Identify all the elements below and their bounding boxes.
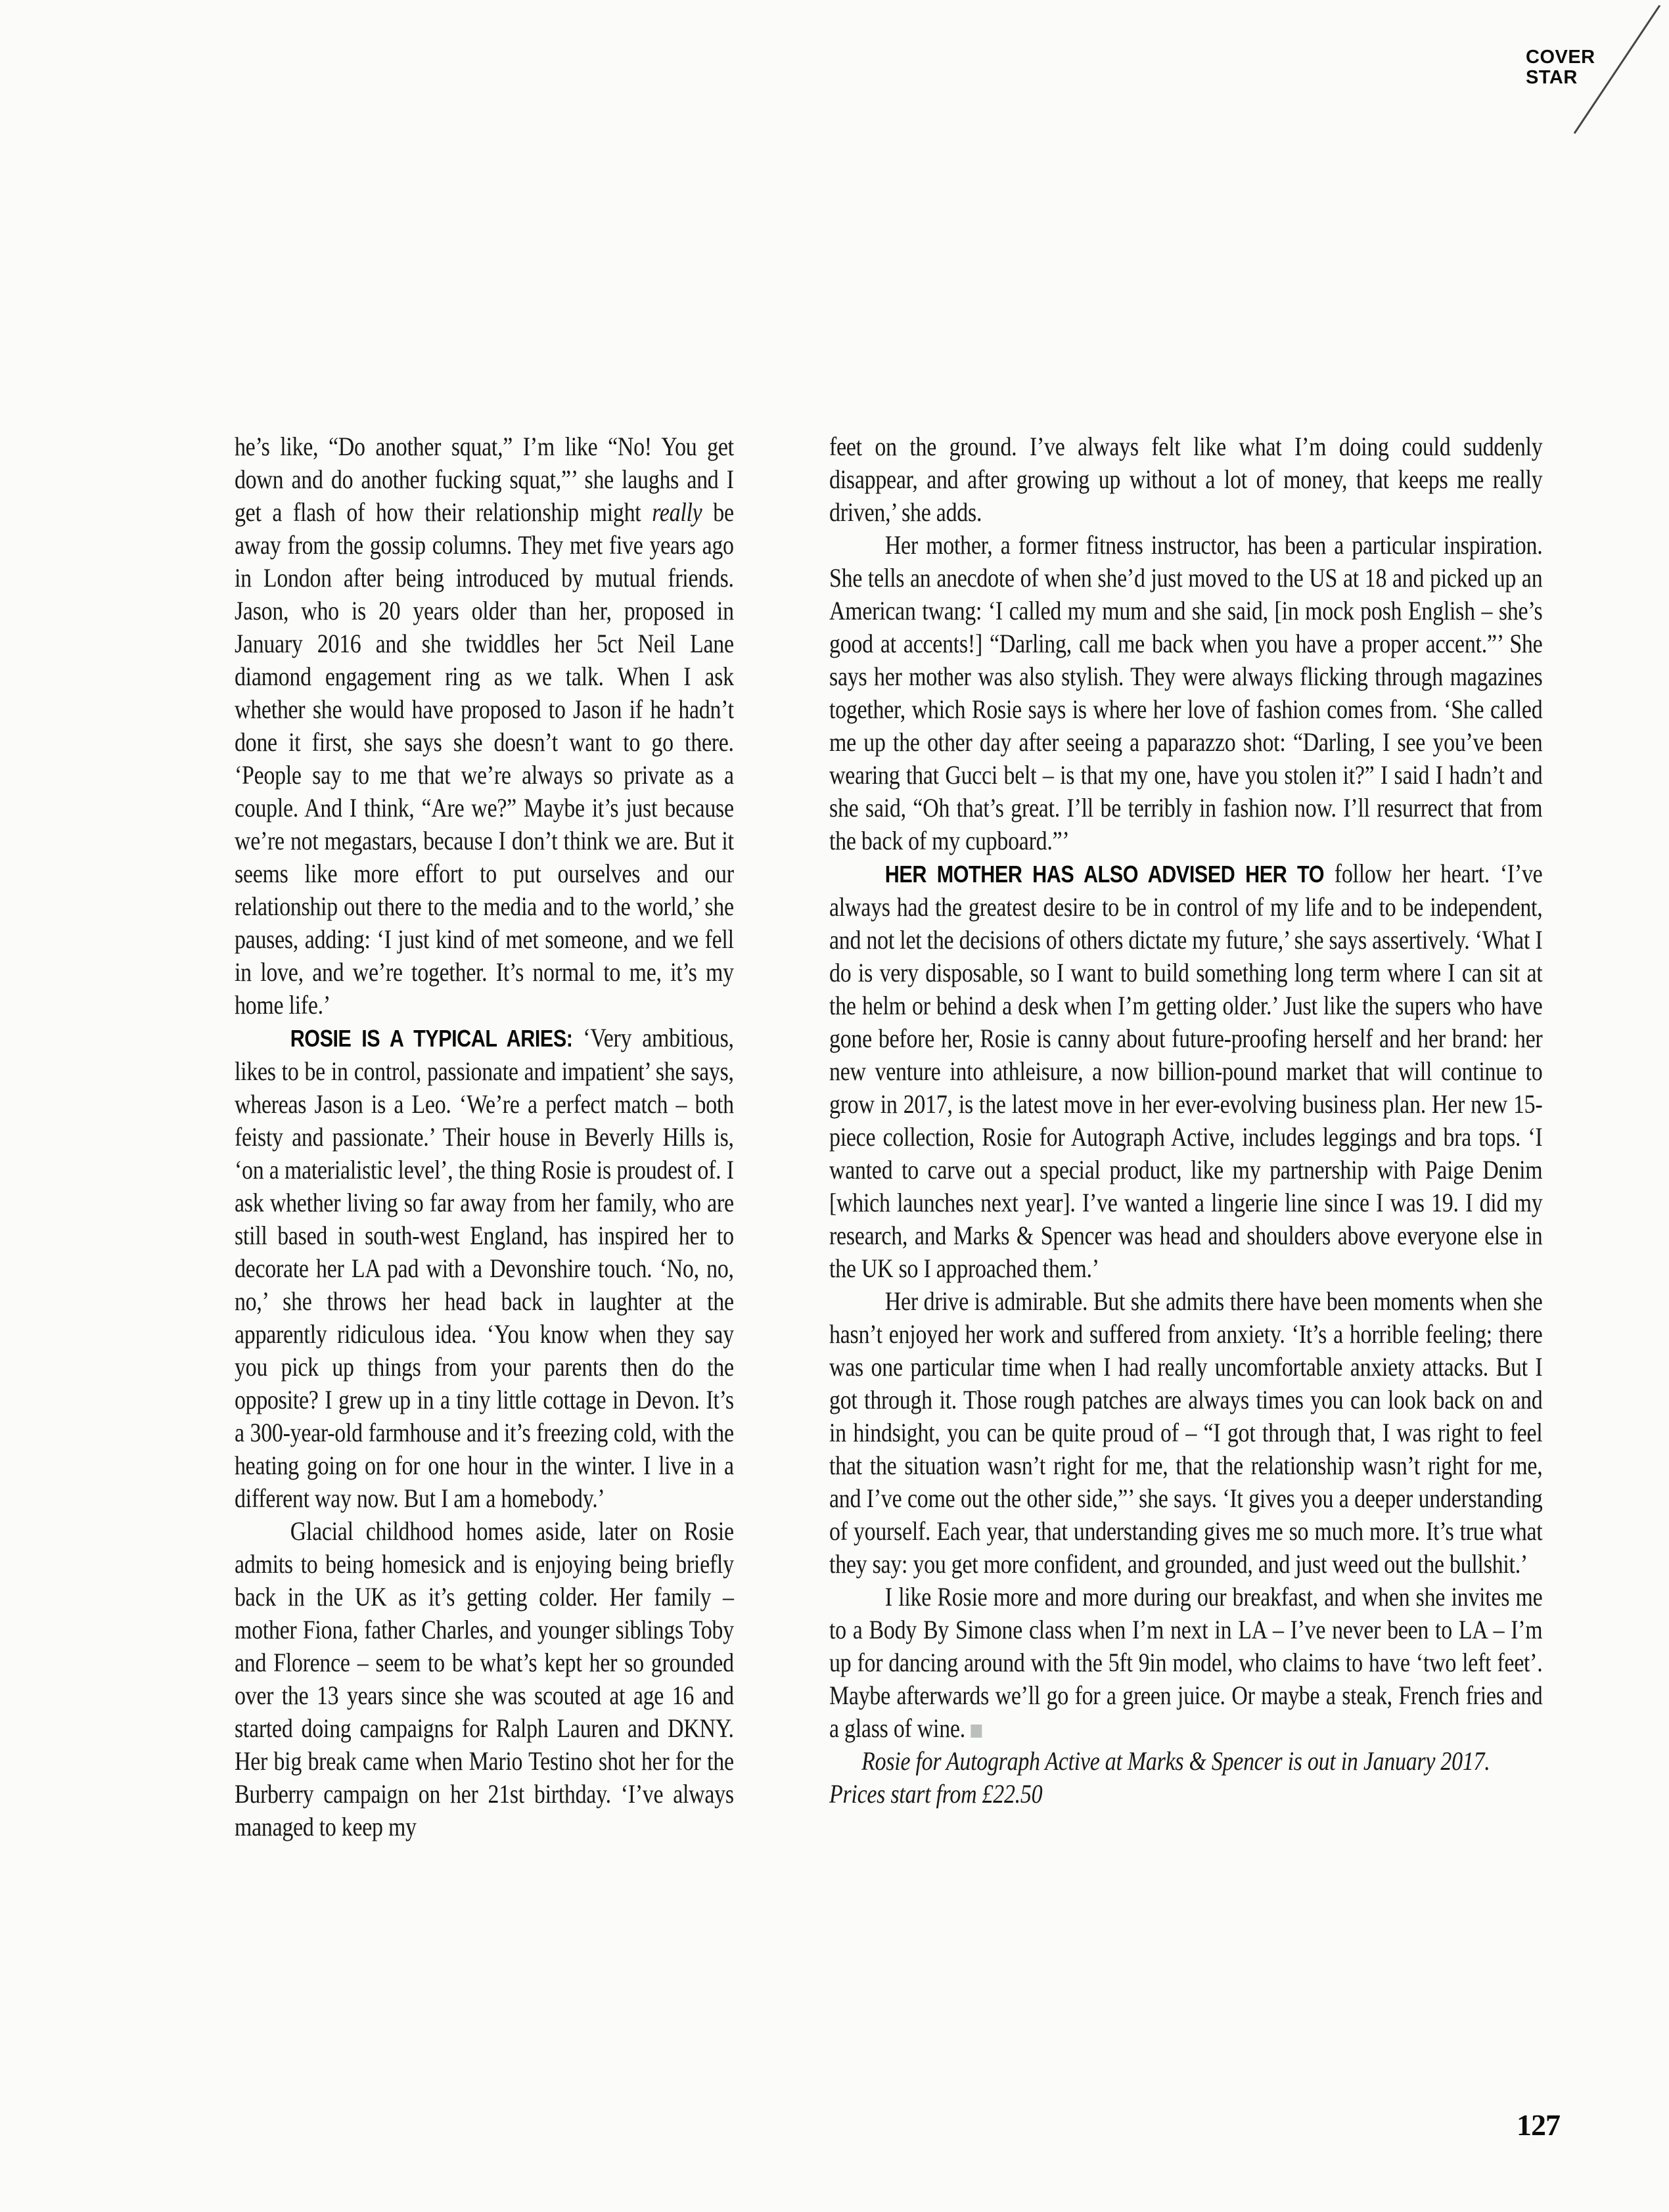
- credit-line: Rosie for Autograph Active at Marks & Spencer is out in January 2017. Prices start from £22.50: [829, 1746, 1490, 1809]
- paragraph-text: follow her heart. ‘I’ve always had the greatest desire to be in control of my life and to be independent, and not let the decisions of others dictate my future,’ she says assertively. ‘What I do is very disposable, so I want to build something long term where I can sit at the helm or behind a desk when I’m getting older.’ Just like the supers who have gone before her, Rosie is canny about future-proofing herself and her brand: her new venture into athleisure, a now billion-pound market that will continue to grow in 2017, is the latest move in her ever-evolving business plan. Her new 15-piece collection, Rosie for Autograph Active, includes leggings and bra tops. ‘I wanted to carve out a special product, like my partnership with Paige Denim [which launches next year]. I’ve wanted a lingerie line since I was 19. I did my research, and Marks & Spencer was head and shoulders above everyone else in the UK so I approached them.’: [829, 859, 1543, 1283]
- cover-star-badge-line2: STAR: [1526, 67, 1578, 88]
- right-column: [829, 430, 1542, 1811]
- end-mark-icon: [971, 1725, 982, 1738]
- paragraph: Her mother, a former fitness instructor, has been a particular inspiration. She tells an anecdote of when she’d just moved to the US at 18 and picked up an American twang: ‘I called my mum and she said, [in mock posh English – she’s good at accents!] “Darling, call me back when you have a proper accent.”’ She says her mother was also stylish. They were always flicking through magazines together, which Rosie says is where her love of fashion comes from. ‘She called me up the other day after seeing a paparazzo shot: “Darling, I see you’ve been wearing that Gucci belt – is that my one, have you stolen it?” I said I hadn’t and she said, “Oh that’s great. I’ll be terribly in fashion now. I’ll resurrect that from the back of my cupboard.”’: [829, 530, 1543, 855]
- left-column: [235, 430, 734, 1843]
- paragraph-text: I like Rosie more and more during our breakfast, and when she invites me to a Body By Simone class when I’m next in LA – I’ve never been to LA – I’m up for dancing around with the 5ft 9in model, who claims to have ‘two left feet’. Maybe afterwards we’ll go for a green juice. Or maybe a steak, French fries and a glass of wine.: [829, 1582, 1543, 1743]
- paragraph-text: he’s like, “Do another squat,” I’m like “No! You get down and do another fucking squat,”’ she laughs and I get a flash of how their relationship might: [235, 432, 734, 527]
- paragraph: Her drive is admirable. But she admits there have been moments when she hasn’t enjoyed her work and suffered from anxiety. ‘It’s a horrible feeling; there was one particular time when I had really uncomfortable anxiety attacks. But I got through it. Those rough patches are always times you can look back on and in hindsight, you can be quite proud of – “I got through that, I was right to feel that the situation wasn’t right for me, that the relationship wasn’t right for me, and I’ve come out the other side,”’ she says. ‘It gives you a deeper understanding of yourself. Each year, that understanding gives me so much more. It’s true what they say: you get more confident, and grounded, and just weed out the bullshit.’: [829, 1286, 1543, 1579]
- paragraph-text: be away from the gossip columns. They met five years ago in London after being introduced by mutual friends. Jason, who is 20 years older than her, proposed in January 2016 and she twiddles her 5ct Neil Lane diamond engagement ring as we talk. When I ask whether she would have proposed to Jason if he hadn’t done it first, she says she doesn’t want to go there. ‘People say to me that we’re always so private as a couple. And I think, “Are we?” Maybe it’s just because we’re not megastars, because I don’t think we are. But it seems like more effort to put ourselves and our relationship out there to the media and to the world,’ she pauses, adding: ‘I just kind of met someone, and we fell in love, and we’re together. It’s normal to me, it’s my home life.’: [235, 497, 734, 1020]
- paragraph: Glacial childhood homes aside, later on Rosie admits to being homesick and is enjoying being briefly back in the UK as it’s getting colder. Her family – mother Fiona, father Charles, and younger siblings Toby and Florence – seem to be what’s kept her so grounded over the 13 years since she was scouted at age 16 and started doing campaigns for Ralph Lauren and DKNY. Her big break came when Mario Testino shot her for the Burberry campaign on her 21st birthday. ‘I’ve always managed to keep my: [235, 1516, 734, 1841]
- paragraph-continuation: feet on the ground. I’ve always felt like what I’m doing could suddenly disappear, and after growing up without a lot of money, that keeps me really driven,’ she adds.: [829, 432, 1543, 527]
- cover-star-badge: [1526, 47, 1595, 88]
- paragraph: [235, 1022, 734, 1515]
- italic-word: really: [652, 497, 702, 527]
- run-in-heading: ROSIE IS A TYPICAL ARIES:: [290, 1025, 583, 1052]
- page-number: 127: [1517, 2108, 1560, 2142]
- run-in-heading: HER MOTHER HAS ALSO ADVISED HER TO: [884, 861, 1335, 888]
- cover-star-badge-line1: COVER: [1526, 47, 1595, 68]
- paragraph-text: ‘Very ambitious, likes to be in control, passionate and impatient’ she says, whereas Jason is a Leo. ‘We’re a perfect match – both feisty and passionate.’ Their house in Beverly Hills is, ‘on a materialistic level’, the thing Rosie is proudest of. I ask whether living so far away from her family, who are still based in south-west England, has inspired her to decorate her LA pad with a Devonshire touch. ‘No, no, no,’ she throws her head back in laughter at the apparently ridiculous idea. ‘You know when they say you pick up things from your parents then do the opposite? I grew up in a tiny little cottage in Devon. It’s a 300-year-old farmhouse and it’s freezing cold, with the heating going on for one hour in the winter. I live in a different way now. But I am a homebody.’: [235, 1023, 734, 1513]
- paragraph: [829, 1581, 1542, 1745]
- paragraph: [829, 857, 1542, 1285]
- paragraph-continuation: [235, 430, 734, 1022]
